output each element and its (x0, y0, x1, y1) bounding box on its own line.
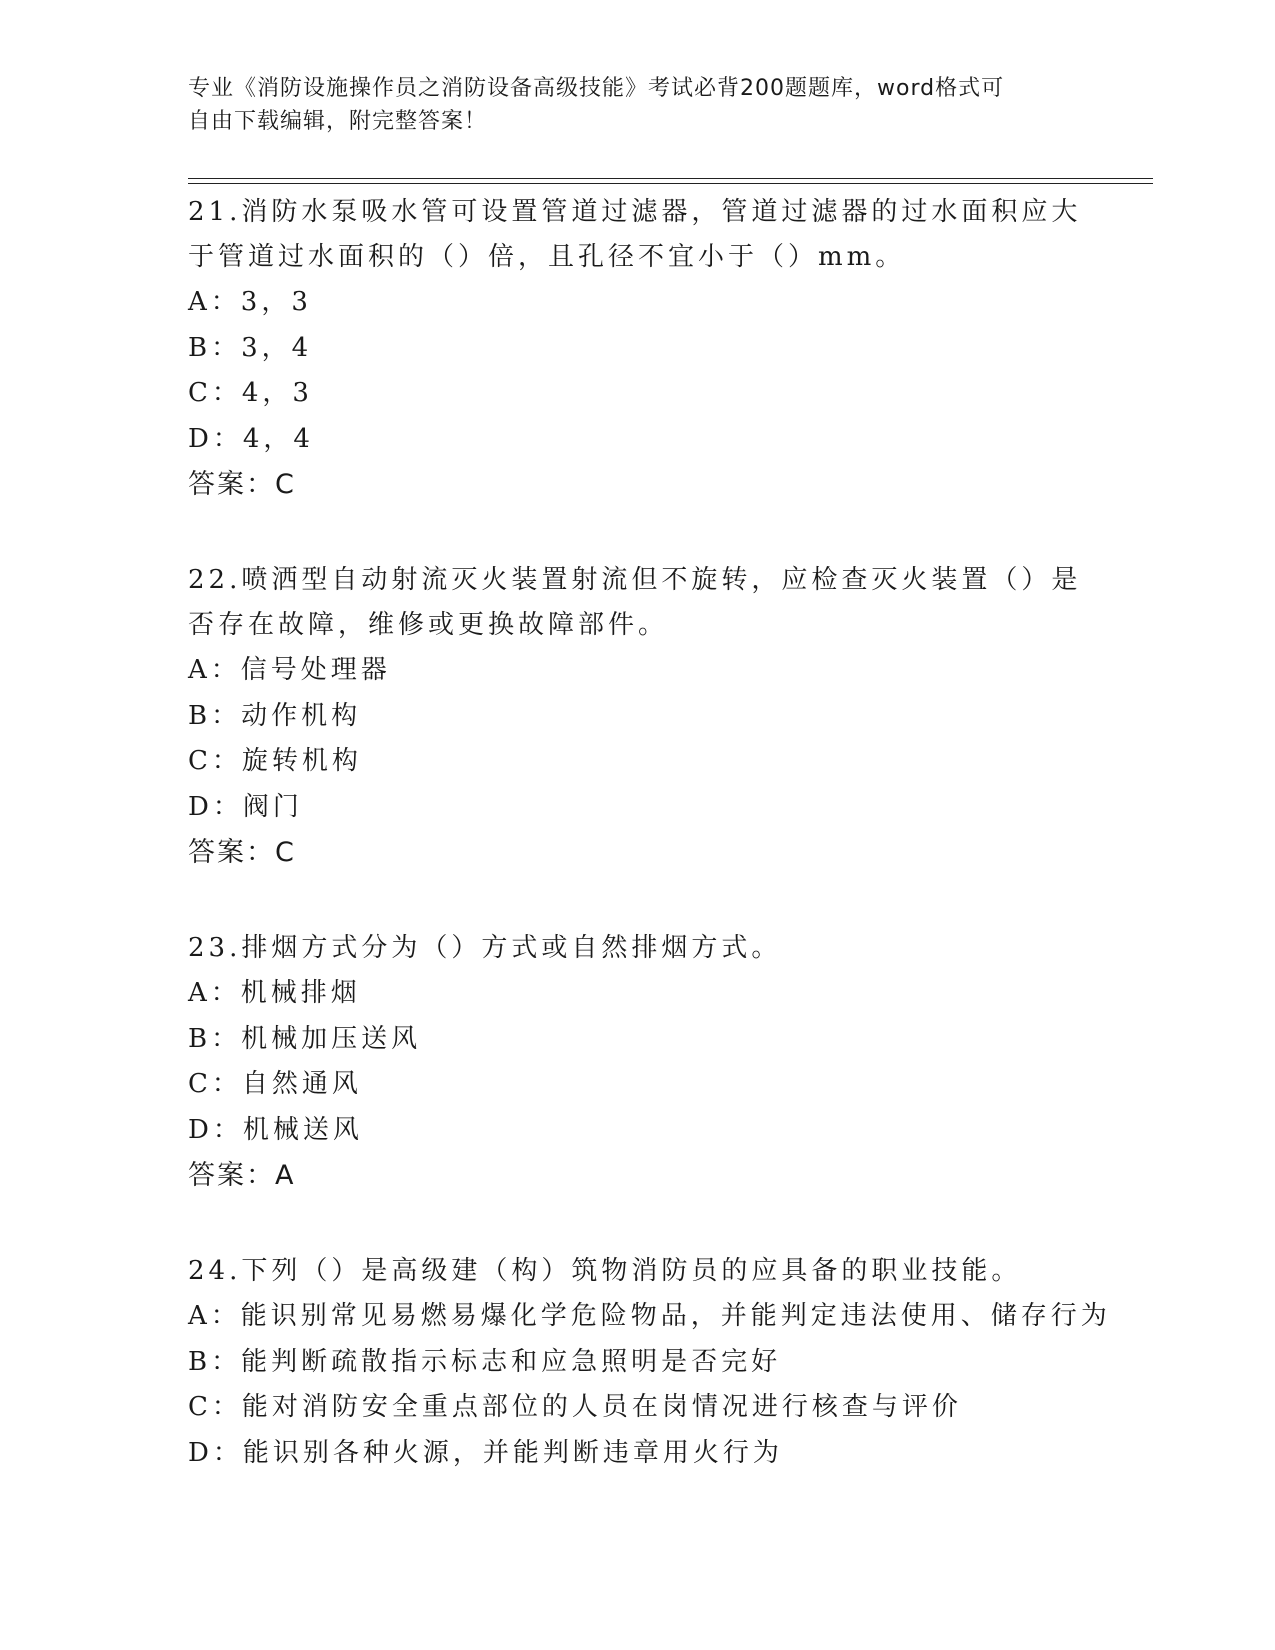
option-d: D：阀门 (188, 791, 303, 822)
question-stem: 23.排烟方式分为（）方式或自然排烟方式。 (188, 933, 782, 963)
question-22 (188, 558, 1088, 876)
question-stem: 21.消防水泵吸水管可设置管道过滤器，管道过滤器的过水面积应大于管道过水面积的（）倍，且孔径不宜小于（）mm。 (188, 197, 1082, 272)
answer: 答案：C (188, 469, 296, 500)
option-c: C：能对消防安全重点部位的人员在岗情况进行核查与评价 (188, 1392, 962, 1422)
question-23 (188, 926, 1088, 1199)
answer: 答案：C (188, 837, 296, 868)
option-b: B：3，4 (188, 332, 313, 363)
option-b: B：能判断疏散指示标志和应急照明是否完好 (188, 1346, 782, 1377)
option-c: C：自然通风 (188, 1069, 362, 1099)
option-a: A：3，3 (188, 287, 312, 317)
header-divider-bottom (188, 183, 1153, 184)
option-d: D：4，4 (188, 423, 314, 454)
header-line-1: 专业《消防设施操作员之消防设备高级技能》考试必背200题题库，word格式可 (188, 76, 1005, 101)
option-b: B：动作机构 (188, 700, 362, 731)
question-24 (188, 1249, 1111, 1476)
option-a: A：机械排烟 (188, 978, 361, 1008)
option-a: A：信号处理器 (188, 655, 391, 685)
option-c: C：旋转机构 (188, 746, 362, 776)
question-21 (188, 190, 1088, 508)
header-divider-top (188, 178, 1153, 179)
document-header (188, 72, 1068, 138)
option-d: D：机械送风 (188, 1114, 363, 1145)
option-c: C：4，3 (188, 378, 313, 408)
question-stem: 24.下列（）是高级建（构）筑物消防员的应具备的职业技能。 (188, 1256, 1022, 1286)
option-a: A：能识别常见易燃易爆化学危险物品，并能判定违法使用、储存行为 (188, 1301, 1111, 1331)
option-b: B：机械加压送风 (188, 1023, 422, 1054)
question-stem: 22.喷洒型自动射流灭火装置射流但不旋转，应检查灭火装置（）是否存在故障，维修或更换故障部件。 (188, 565, 1082, 640)
option-d: D：能识别各种火源，并能判断违章用火行为 (188, 1437, 783, 1468)
header-line-2: 自由下载编辑，附完整答案！ (188, 109, 488, 134)
question-list (188, 190, 1111, 1526)
answer: 答案：A (188, 1160, 296, 1191)
